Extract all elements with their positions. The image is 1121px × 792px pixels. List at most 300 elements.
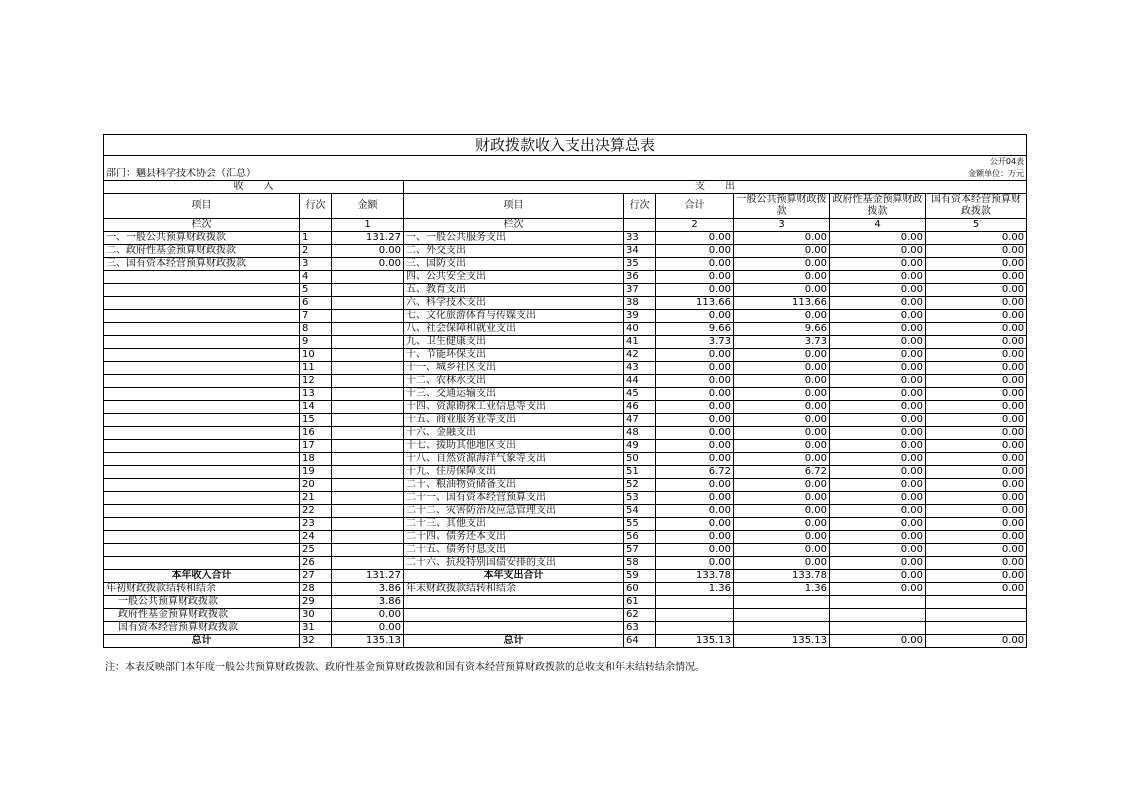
income-item (104, 466, 300, 479)
expense-fund: 0.00 (830, 479, 926, 492)
expense-soe: 0.00 (926, 401, 1027, 414)
expense-soe: 0.00 (926, 492, 1027, 505)
expense-fund (830, 596, 926, 609)
income-line: 32 (300, 635, 332, 648)
income-item (104, 440, 300, 453)
expense-item: 八、社会保障和就业支出 (404, 323, 624, 336)
expense-total: 0.00 (656, 388, 734, 401)
income-line: 4 (300, 271, 332, 284)
report-sheet (103, 134, 1026, 648)
expense-item: 十七、援助其他地区支出 (404, 440, 624, 453)
income-amount (332, 401, 404, 414)
expense-line: 34 (624, 245, 656, 258)
expense-line: 44 (624, 375, 656, 388)
income-line: 15 (300, 414, 332, 427)
income-item (104, 505, 300, 518)
expense-general: 3.73 (734, 336, 830, 349)
income-line: 31 (300, 622, 332, 635)
income-amount (332, 349, 404, 362)
income-amount (332, 336, 404, 349)
expense-general: 0.00 (734, 232, 830, 245)
income-line: 23 (300, 518, 332, 531)
expense-total: 0.00 (656, 284, 734, 297)
income-line: 30 (300, 609, 332, 622)
expense-general: 0.00 (734, 258, 830, 271)
expense-total (656, 596, 734, 609)
income-amount (332, 440, 404, 453)
expense-total: 0.00 (656, 310, 734, 323)
expense-general: 0.00 (734, 375, 830, 388)
table-row (104, 622, 1027, 635)
expense-soe: 0.00 (926, 375, 1027, 388)
income-amount (332, 518, 404, 531)
expense-soe: 0.00 (926, 271, 1027, 284)
expense-line: 61 (624, 596, 656, 609)
expense-total (656, 622, 734, 635)
table-row (104, 492, 1027, 505)
expense-fund: 0.00 (830, 232, 926, 245)
expense-general: 0.00 (734, 505, 830, 518)
expense-soe: 0.00 (926, 635, 1027, 648)
expense-fund: 0.00 (830, 427, 926, 440)
expense-line: 62 (624, 609, 656, 622)
expense-fund: 0.00 (830, 297, 926, 310)
table-row (104, 544, 1027, 557)
expense-general: 9.66 (734, 323, 830, 336)
income-item (104, 518, 300, 531)
income-item (104, 427, 300, 440)
table-row (104, 427, 1027, 440)
income-amount: 3.86 (332, 583, 404, 596)
income-line: 14 (300, 401, 332, 414)
income-item (104, 401, 300, 414)
expense-fund (830, 622, 926, 635)
income-line: 10 (300, 349, 332, 362)
expense-soe: 0.00 (926, 453, 1027, 466)
income-item: 年初财政拨款结转和结余 (104, 583, 300, 596)
income-amount: 131.27 (332, 570, 404, 583)
expense-line: 56 (624, 531, 656, 544)
income-line: 25 (300, 544, 332, 557)
expense-soe: 0.00 (926, 284, 1027, 297)
expense-item: 十五、商业服务业等支出 (404, 414, 624, 427)
expense-soe: 0.00 (926, 414, 1027, 427)
expense-total: 6.72 (656, 466, 734, 479)
expense-item (404, 622, 624, 635)
expense-line: 60 (624, 583, 656, 596)
income-line: 21 (300, 492, 332, 505)
expense-header: 支 出 (404, 181, 1027, 194)
expense-fund: 0.00 (830, 362, 926, 375)
expense-total: 0.00 (656, 518, 734, 531)
expense-line: 57 (624, 544, 656, 557)
income-item: 三、国有资本经营预算财政拨款 (104, 258, 300, 271)
income-amount (332, 388, 404, 401)
expense-item: 本年支出合计 (404, 570, 624, 583)
expense-fund: 0.00 (830, 453, 926, 466)
income-item (104, 297, 300, 310)
expense-total: 0.00 (656, 505, 734, 518)
income-line: 26 (300, 557, 332, 570)
income-item (104, 531, 300, 544)
expense-item: 九、卫生健康支出 (404, 336, 624, 349)
expense-soe: 0.00 (926, 583, 1027, 596)
expense-general: 0.00 (734, 414, 830, 427)
income-amount (332, 557, 404, 570)
expense-fund (830, 609, 926, 622)
income-item (104, 349, 300, 362)
footnote: 注：本表反映部门本年度一般公共预算财政拨款、政府性基金预算财政拨款和国有资本经营预算财政拨款的总收支和年末结转结余情况。 (105, 662, 705, 673)
income-line: 20 (300, 479, 332, 492)
expense-general: 135.13 (734, 635, 830, 648)
income-line: 18 (300, 453, 332, 466)
expense-item: 十八、自然资源海洋气象等支出 (404, 453, 624, 466)
table-row (104, 479, 1027, 492)
income-line: 2 (300, 245, 332, 258)
expense-item (404, 596, 624, 609)
income-line: 3 (300, 258, 332, 271)
income-item (104, 336, 300, 349)
table-code: 公开04表 (926, 156, 1027, 169)
expense-total: 0.00 (656, 492, 734, 505)
expense-item: 二十三、其他支出 (404, 518, 624, 531)
expense-item: 十四、资源勘探工业信息等支出 (404, 401, 624, 414)
col-index-3: 3 (734, 219, 830, 232)
income-item: 总计 (104, 635, 300, 648)
expense-soe: 0.00 (926, 323, 1027, 336)
expense-total: 0.00 (656, 427, 734, 440)
expense-line: 64 (624, 635, 656, 648)
expense-total: 0.00 (656, 544, 734, 557)
income-line: 11 (300, 362, 332, 375)
expense-soe: 0.00 (926, 557, 1027, 570)
expense-general: 0.00 (734, 453, 830, 466)
table-row (104, 466, 1027, 479)
expense-fund: 0.00 (830, 375, 926, 388)
expense-line: 36 (624, 271, 656, 284)
expense-soe: 0.00 (926, 388, 1027, 401)
table-row (104, 349, 1027, 362)
expense-total: 133.78 (656, 570, 734, 583)
expense-soe: 0.00 (926, 466, 1027, 479)
expense-general: 0.00 (734, 349, 830, 362)
expense-general: 113.66 (734, 297, 830, 310)
expense-total: 0.00 (656, 232, 734, 245)
expense-total: 0.00 (656, 271, 734, 284)
table-row (104, 583, 1027, 596)
expense-total: 0.00 (656, 401, 734, 414)
expense-line: 33 (624, 232, 656, 245)
income-item (104, 388, 300, 401)
unit-label: 金额单位：万元 (734, 168, 1027, 181)
income-line: 8 (300, 323, 332, 336)
income-item (104, 414, 300, 427)
income-item: 国有资本经营预算财政拨款 (104, 622, 300, 635)
expense-item: 年末财政拨款结转和结余 (404, 583, 624, 596)
expense-fund: 0.00 (830, 245, 926, 258)
expense-total: 113.66 (656, 297, 734, 310)
income-line: 5 (300, 284, 332, 297)
table-row (104, 414, 1027, 427)
expense-general: 6.72 (734, 466, 830, 479)
department-label: 部门：魑县科学技术协会（汇总） (104, 168, 734, 181)
income-amount (332, 362, 404, 375)
income-amount (332, 544, 404, 557)
expense-line: 40 (624, 323, 656, 336)
expense-item: 二、外交支出 (404, 245, 624, 258)
expense-soe: 0.00 (926, 310, 1027, 323)
income-header: 收 入 (104, 181, 404, 194)
expense-total: 0.00 (656, 557, 734, 570)
table-row (104, 388, 1027, 401)
income-item (104, 310, 300, 323)
expense-fund: 0.00 (830, 336, 926, 349)
expense-soe: 0.00 (926, 479, 1027, 492)
expense-soe: 0.00 (926, 349, 1027, 362)
expense-general: 0.00 (734, 531, 830, 544)
income-line: 12 (300, 375, 332, 388)
expense-total: 1.36 (656, 583, 734, 596)
expense-line: 54 (624, 505, 656, 518)
table-row (104, 609, 1027, 622)
table-row (104, 258, 1027, 271)
expense-item: 十九、住房保障支出 (404, 466, 624, 479)
expense-general: 0.00 (734, 440, 830, 453)
col-expense-line: 行次 (624, 194, 656, 219)
expense-line: 45 (624, 388, 656, 401)
income-item (104, 323, 300, 336)
expense-soe: 0.00 (926, 570, 1027, 583)
income-line: 6 (300, 297, 332, 310)
expense-general (734, 609, 830, 622)
expense-item: 二十、粮油物资储备支出 (404, 479, 624, 492)
table-row (104, 310, 1027, 323)
expense-general: 0.00 (734, 401, 830, 414)
expense-soe: 0.00 (926, 297, 1027, 310)
table-row (104, 375, 1027, 388)
table-row (104, 557, 1027, 570)
expense-general: 0.00 (734, 388, 830, 401)
table-row (104, 596, 1027, 609)
expense-total: 0.00 (656, 453, 734, 466)
expense-total: 0.00 (656, 258, 734, 271)
expense-item: 六、科学技术支出 (404, 297, 624, 310)
table-row (104, 401, 1027, 414)
income-item (104, 375, 300, 388)
expense-soe: 0.00 (926, 232, 1027, 245)
expense-soe: 0.00 (926, 245, 1027, 258)
col-total: 合计 (656, 194, 734, 219)
expense-line: 58 (624, 557, 656, 570)
income-amount: 0.00 (332, 245, 404, 258)
expense-fund: 0.00 (830, 492, 926, 505)
expense-general: 0.00 (734, 518, 830, 531)
income-item: 政府性基金预算财政拨款 (104, 609, 300, 622)
col-index-5: 5 (926, 219, 1027, 232)
expense-general: 133.78 (734, 570, 830, 583)
table-row (104, 245, 1027, 258)
expense-item: 四、公共安全支出 (404, 271, 624, 284)
expense-fund: 0.00 (830, 388, 926, 401)
table-row (104, 505, 1027, 518)
income-item: 本年收入合计 (104, 570, 300, 583)
expense-fund: 0.00 (830, 440, 926, 453)
expense-item: 总计 (404, 635, 624, 648)
expense-line: 41 (624, 336, 656, 349)
income-line: 19 (300, 466, 332, 479)
income-amount (332, 414, 404, 427)
expense-general: 0.00 (734, 479, 830, 492)
expense-total: 0.00 (656, 479, 734, 492)
income-amount (332, 284, 404, 297)
expense-item: 三、国防支出 (404, 258, 624, 271)
table-row (104, 362, 1027, 375)
expense-line: 51 (624, 466, 656, 479)
table-row (104, 531, 1027, 544)
income-item: 一般公共预算财政拨款 (104, 596, 300, 609)
report-table (103, 134, 1027, 648)
expense-item: 十二、农林水支出 (404, 375, 624, 388)
expense-line: 37 (624, 284, 656, 297)
income-amount: 135.13 (332, 635, 404, 648)
expense-total: 0.00 (656, 414, 734, 427)
income-item (104, 271, 300, 284)
expense-fund: 0.00 (830, 531, 926, 544)
income-item (104, 544, 300, 557)
expense-general: 0.00 (734, 362, 830, 375)
income-item (104, 453, 300, 466)
expense-fund: 0.00 (830, 401, 926, 414)
col-index-2: 2 (656, 219, 734, 232)
income-amount (332, 271, 404, 284)
expense-soe: 0.00 (926, 440, 1027, 453)
expense-fund: 0.00 (830, 505, 926, 518)
income-line: 17 (300, 440, 332, 453)
expense-item: 二十一、国有资本经营预算支出 (404, 492, 624, 505)
expense-item: 十三、交通运输支出 (404, 388, 624, 401)
expense-general: 1.36 (734, 583, 830, 596)
table-row (104, 297, 1027, 310)
income-item (104, 492, 300, 505)
income-item: 一、一般公共预算财政拨款 (104, 232, 300, 245)
expense-line: 43 (624, 362, 656, 375)
income-amount (332, 531, 404, 544)
expense-soe: 0.00 (926, 544, 1027, 557)
income-line: 24 (300, 531, 332, 544)
expense-general: 0.00 (734, 427, 830, 440)
table-row (104, 232, 1027, 245)
income-amount (332, 297, 404, 310)
col-income-item: 项目 (104, 194, 300, 219)
expense-total: 0.00 (656, 362, 734, 375)
expense-general (734, 622, 830, 635)
expense-line: 38 (624, 297, 656, 310)
expense-general: 0.00 (734, 271, 830, 284)
table-row (104, 271, 1027, 284)
expense-fund: 0.00 (830, 414, 926, 427)
col-income-line: 行次 (300, 194, 332, 219)
expense-fund: 0.00 (830, 284, 926, 297)
income-item (104, 284, 300, 297)
table-row (104, 570, 1027, 583)
income-amount (332, 453, 404, 466)
expense-line: 48 (624, 427, 656, 440)
col-soe-budget: 国有资本经营预算财政拨款 (926, 194, 1027, 219)
expense-line: 50 (624, 453, 656, 466)
expense-total: 0.00 (656, 531, 734, 544)
expense-general: 0.00 (734, 245, 830, 258)
table-row (104, 453, 1027, 466)
income-amount: 0.00 (332, 609, 404, 622)
col-index-exp-label: 栏次 (404, 219, 624, 232)
income-amount: 0.00 (332, 622, 404, 635)
expense-general: 0.00 (734, 557, 830, 570)
expense-soe: 0.00 (926, 518, 1027, 531)
income-item: 二、政府性基金预算财政拨款 (104, 245, 300, 258)
income-amount: 131.27 (332, 232, 404, 245)
expense-total: 0.00 (656, 245, 734, 258)
expense-line: 46 (624, 401, 656, 414)
expense-line: 47 (624, 414, 656, 427)
expense-total: 0.00 (656, 375, 734, 388)
expense-item: 二十二、灾害防治及应急管理支出 (404, 505, 624, 518)
expense-fund: 0.00 (830, 323, 926, 336)
income-amount (332, 427, 404, 440)
expense-soe (926, 622, 1027, 635)
income-amount (332, 492, 404, 505)
expense-item (404, 609, 624, 622)
expense-fund: 0.00 (830, 635, 926, 648)
expense-total: 0.00 (656, 440, 734, 453)
report-title: 财政拨款收入支出决算总表 (104, 135, 1027, 156)
expense-soe: 0.00 (926, 505, 1027, 518)
col-index-1: 1 (332, 219, 404, 232)
expense-soe: 0.00 (926, 427, 1027, 440)
expense-item: 十一、城乡社区支出 (404, 362, 624, 375)
income-amount: 3.86 (332, 596, 404, 609)
expense-line: 55 (624, 518, 656, 531)
income-item (104, 362, 300, 375)
expense-line: 39 (624, 310, 656, 323)
col-expense-item: 项目 (404, 194, 624, 219)
table-row (104, 635, 1027, 648)
expense-line: 42 (624, 349, 656, 362)
income-item (104, 479, 300, 492)
expense-item: 二十六、抗疫特别国债安排的支出 (404, 557, 624, 570)
expense-line: 53 (624, 492, 656, 505)
expense-line: 52 (624, 479, 656, 492)
table-row (104, 336, 1027, 349)
expense-item: 七、文化旅游体育与传媒支出 (404, 310, 624, 323)
income-line: 16 (300, 427, 332, 440)
col-index-4: 4 (830, 219, 926, 232)
expense-item: 五、教育支出 (404, 284, 624, 297)
expense-soe: 0.00 (926, 531, 1027, 544)
expense-item: 十、节能环保支出 (404, 349, 624, 362)
expense-fund: 0.00 (830, 271, 926, 284)
expense-item: 一、一般公共服务支出 (404, 232, 624, 245)
expense-fund: 0.00 (830, 310, 926, 323)
expense-line: 63 (624, 622, 656, 635)
income-line: 28 (300, 583, 332, 596)
expense-item: 二十五、债务付息支出 (404, 544, 624, 557)
income-line: 9 (300, 336, 332, 349)
expense-soe: 0.00 (926, 362, 1027, 375)
expense-fund: 0.00 (830, 544, 926, 557)
expense-total: 135.13 (656, 635, 734, 648)
income-amount (332, 466, 404, 479)
income-amount: 0.00 (332, 258, 404, 271)
